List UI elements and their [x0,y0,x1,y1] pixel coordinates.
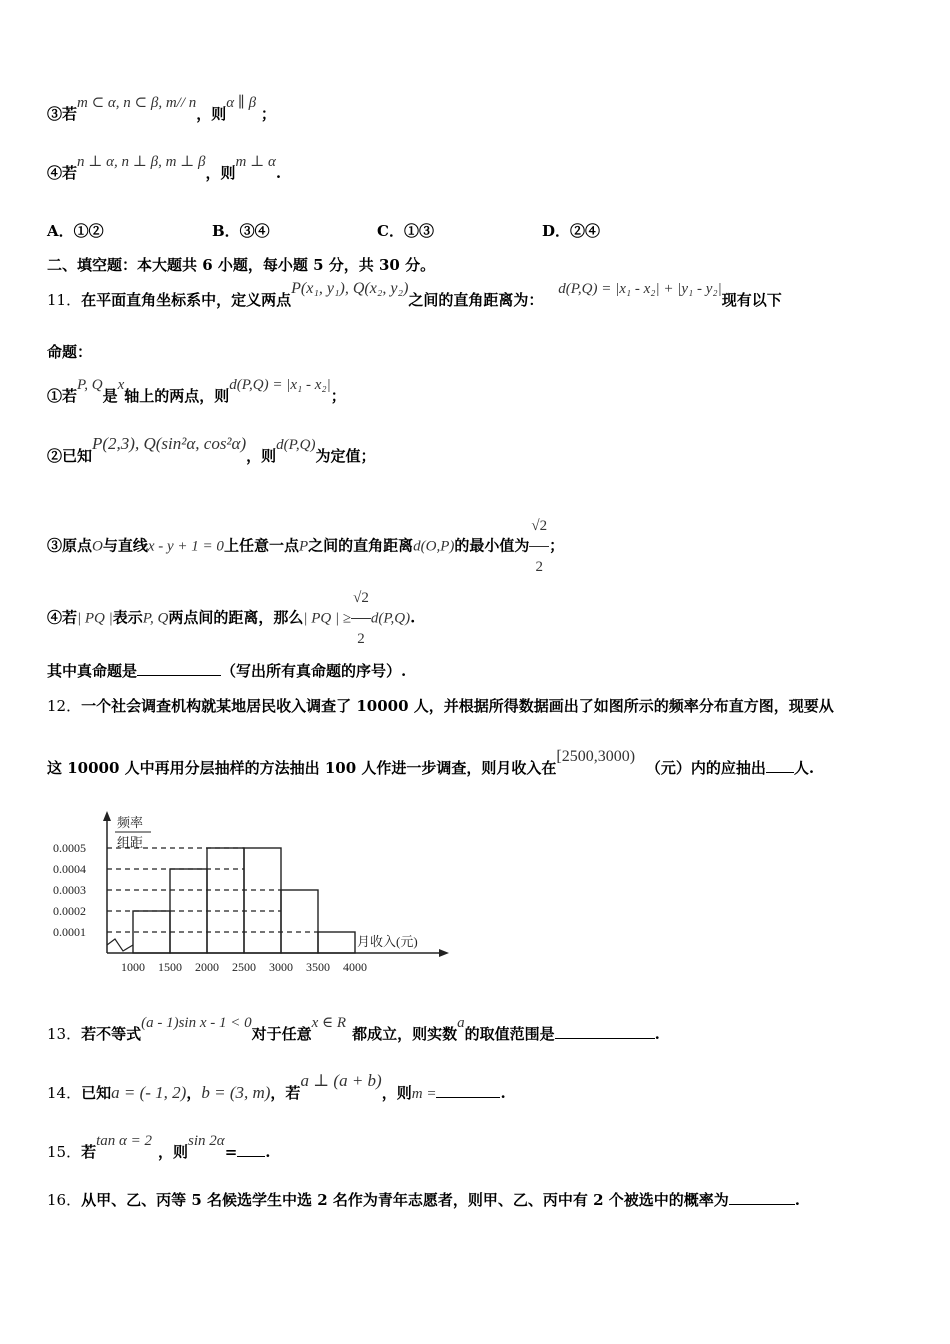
q16-line [47,1190,800,1210]
item-4 [47,154,282,184]
q14-t2: ， [186,1084,202,1102]
item-3-math: m ⊂ α, n ⊂ β, m// n [77,95,197,111]
x-tick-label: 3000 [269,960,293,974]
q13-line [47,1015,660,1045]
q12-answer-blank[interactable] [766,758,794,773]
q12-text3: （元）内的应抽出 [645,759,766,777]
q16-end: . [794,1191,800,1209]
s1-t2: 轴上的两点，则 [124,387,230,405]
q14-math1: a = (- 1, 2) [111,1083,187,1102]
s3-math3: P [298,538,309,555]
s2-label: ②已知 [47,447,93,465]
s3-frac-den: 2 [535,559,544,575]
s2-math1: P(2,3), Q(sin²α, cos²α) [92,434,247,453]
choice-d: D．②④ [542,222,601,240]
s4-math1: | PQ | [77,610,113,627]
item-4-math: n ⊥ α, n ⊥ β, m ⊥ β [77,154,206,170]
q11-text3: 现有以下 [721,291,782,309]
s2-math2: d(P,Q) [276,437,316,453]
s3-math4: d(O,P) [413,538,455,555]
x-tick-label: 2000 [195,960,219,974]
s1-math3: d(P,Q) = |x₁ - x₂| [229,377,331,393]
s3-frac-num: √2 [529,506,549,547]
item-3-math2: α ∥ β [226,95,257,111]
q15-number: 15． [47,1143,82,1161]
s1-label: ①若 [47,387,78,405]
y-axis-arrow [103,811,111,821]
s3-t1: 与直线 [102,536,148,555]
choice-a: A．①② [47,222,104,240]
q11-statement-4 [47,578,415,659]
x-tick-label: 2500 [232,960,256,974]
histogram-bar [318,932,355,953]
q12-text1: 一个社会调查机构就某地居民收入调查了 10000 人，并根据所得数据画出了如图所示的频率分布直方图，现要从 [81,697,834,715]
q14-answer-blank[interactable] [436,1083,500,1098]
s3-math2: x - y + 1 = 0 [147,538,224,555]
q11-number: 11． [47,291,82,309]
y-label-bottom: 组距 [117,835,144,850]
q14-t4: ，则 [381,1084,412,1102]
q13-t2: 对于任意 [251,1025,312,1043]
q11-text1: 在平面直角坐标系中，定义两点 [81,291,292,309]
q13-math2: x ∈ R [311,1015,347,1031]
q11-answer-blank[interactable] [137,661,221,676]
item-3-mid: ，则 [196,105,227,123]
x-tick-label: 1000 [121,960,145,974]
q12-math1: [2500,3000) [556,748,636,765]
axis-break-mark [107,939,133,951]
s3-fraction [529,506,549,587]
q11-text2: 之间的直角距离为： [408,291,544,309]
s4-label: ④若 [47,608,78,627]
section-2-heading: 二、填空题：本大题共 6 小题，每小题 5 分，共 30 分。 [47,256,436,274]
q13-t1: 若不等式 [81,1025,142,1043]
q14-math4: m = [411,1086,437,1102]
q11-answer-line [47,661,406,681]
item-4-label: ④若 [47,164,78,182]
x-tick-label: 1500 [158,960,182,974]
s4-math2: P, Q [142,610,169,627]
s3-t2: 上任意一点 [223,536,299,555]
x-axis-arrow [439,949,449,957]
q15-t3: = [224,1143,238,1161]
q11-line1 [47,280,782,311]
s2-t1: ，则 [246,447,277,465]
q14-math3: a ⊥ (a + b) [300,1071,382,1090]
s1-math2: x [117,377,125,393]
q15-answer-blank[interactable] [237,1142,265,1157]
q11-line2: 命题： [47,343,93,361]
q11-math1: P(x₁, y₁), Q(x₂, y₂) [291,280,409,297]
s4-math3: | PQ | ≥ [303,610,352,627]
q12-text4: 人. [793,759,815,777]
x-axis-label: 月收入(元) [357,934,418,949]
s3-t4: 的最小值为 [454,536,530,555]
s4-end: . [410,608,416,627]
q11-statement-3 [47,506,564,587]
s1-math1: P, Q [77,377,103,393]
item-4-mid: ，则 [205,164,236,182]
choice-c: C．①③ [377,222,434,240]
q15-t2: ，则 [158,1143,189,1161]
q11-statement-1 [47,377,346,407]
q16-t1: 从甲、乙、丙等 5 名候选学生中选 2 名作为青年志愿者，则甲、乙、丙中有 2 个被选中的概率为 [81,1191,729,1209]
q15-t1: 若 [81,1143,97,1161]
q15-math1: tan α = 2 [96,1133,153,1149]
q11-answer-label: 其中真命题是 [47,662,138,680]
s4-t2: 两点间的距离，那么 [168,608,304,627]
s4-t1: 表示 [112,608,143,627]
q11-statement-2 [47,434,376,467]
q13-answer-blank[interactable] [555,1024,655,1039]
q12-line2 [47,748,815,779]
s3-label: ③原点 [47,536,93,555]
histogram-chart [45,805,465,985]
s3-end: ； [549,536,565,555]
s4-math4: d(P,Q) [370,610,411,627]
x-tick-label: 4000 [343,960,367,974]
y-tick-label: 0.0005 [53,841,86,855]
q13-end: . [654,1025,660,1043]
q12-line1 [47,696,834,716]
s4-fraction [351,578,371,659]
q14-t1: 已知 [81,1084,112,1102]
histogram-bar [244,848,281,953]
item-3 [47,95,276,125]
q11-math2: d(P,Q) = |x₁ - x₂| + |y₁ - y₂| [558,281,722,297]
item-3-end: ； [260,105,276,123]
item-4-math2: m ⊥ α [235,154,276,170]
s4-frac-den: 2 [357,631,365,647]
choice-b: B．③④ [212,222,270,240]
s3-math1: O [92,538,103,555]
s1-t1: 是 [102,387,118,405]
q14-number: 14． [47,1084,82,1102]
q14-t3: ，若 [270,1084,301,1102]
y-tick-label: 0.0004 [53,862,86,876]
q16-number: 16． [47,1191,82,1209]
histogram-bar [207,848,244,953]
q12-number: 12． [47,697,82,715]
q12-text2: 这 10000 人中再用分层抽样的方法抽出 100 人作进一步调查，则月收入在 [47,759,557,777]
q16-answer-blank[interactable] [729,1190,795,1205]
s3-t3: 之间的直角距离 [308,536,414,555]
x-tick-label: 3500 [306,960,330,974]
s2-t2: 为定值； [315,447,376,465]
s1-end: ； [330,387,346,405]
item-4-end: . [275,164,282,182]
q15-math2: sin 2α [188,1133,225,1149]
q14-math2: b = (3, m) [201,1083,271,1102]
q13-t4: 的取值范围是 [464,1025,555,1043]
histogram-bar [281,890,318,953]
item-3-label: ③若 [47,105,78,123]
q13-number: 13． [47,1025,82,1043]
q14-line [47,1071,506,1104]
y-tick-label: 0.0002 [53,904,86,918]
q13-math3: a [457,1015,465,1031]
q15-end: . [265,1143,271,1161]
q14-end: . [500,1084,506,1102]
q15-line [47,1133,271,1163]
y-label-top: 频率 [117,815,144,830]
y-tick-label: 0.0001 [53,925,86,939]
q13-math1: (a - 1)sin x - 1 < 0 [141,1015,252,1031]
q11-answer-end: （写出所有真命题的序号）. [221,662,407,680]
y-tick-label: 0.0003 [53,883,86,897]
s4-frac-num: √2 [351,578,371,619]
q13-t3: 都成立，则实数 [352,1025,458,1043]
